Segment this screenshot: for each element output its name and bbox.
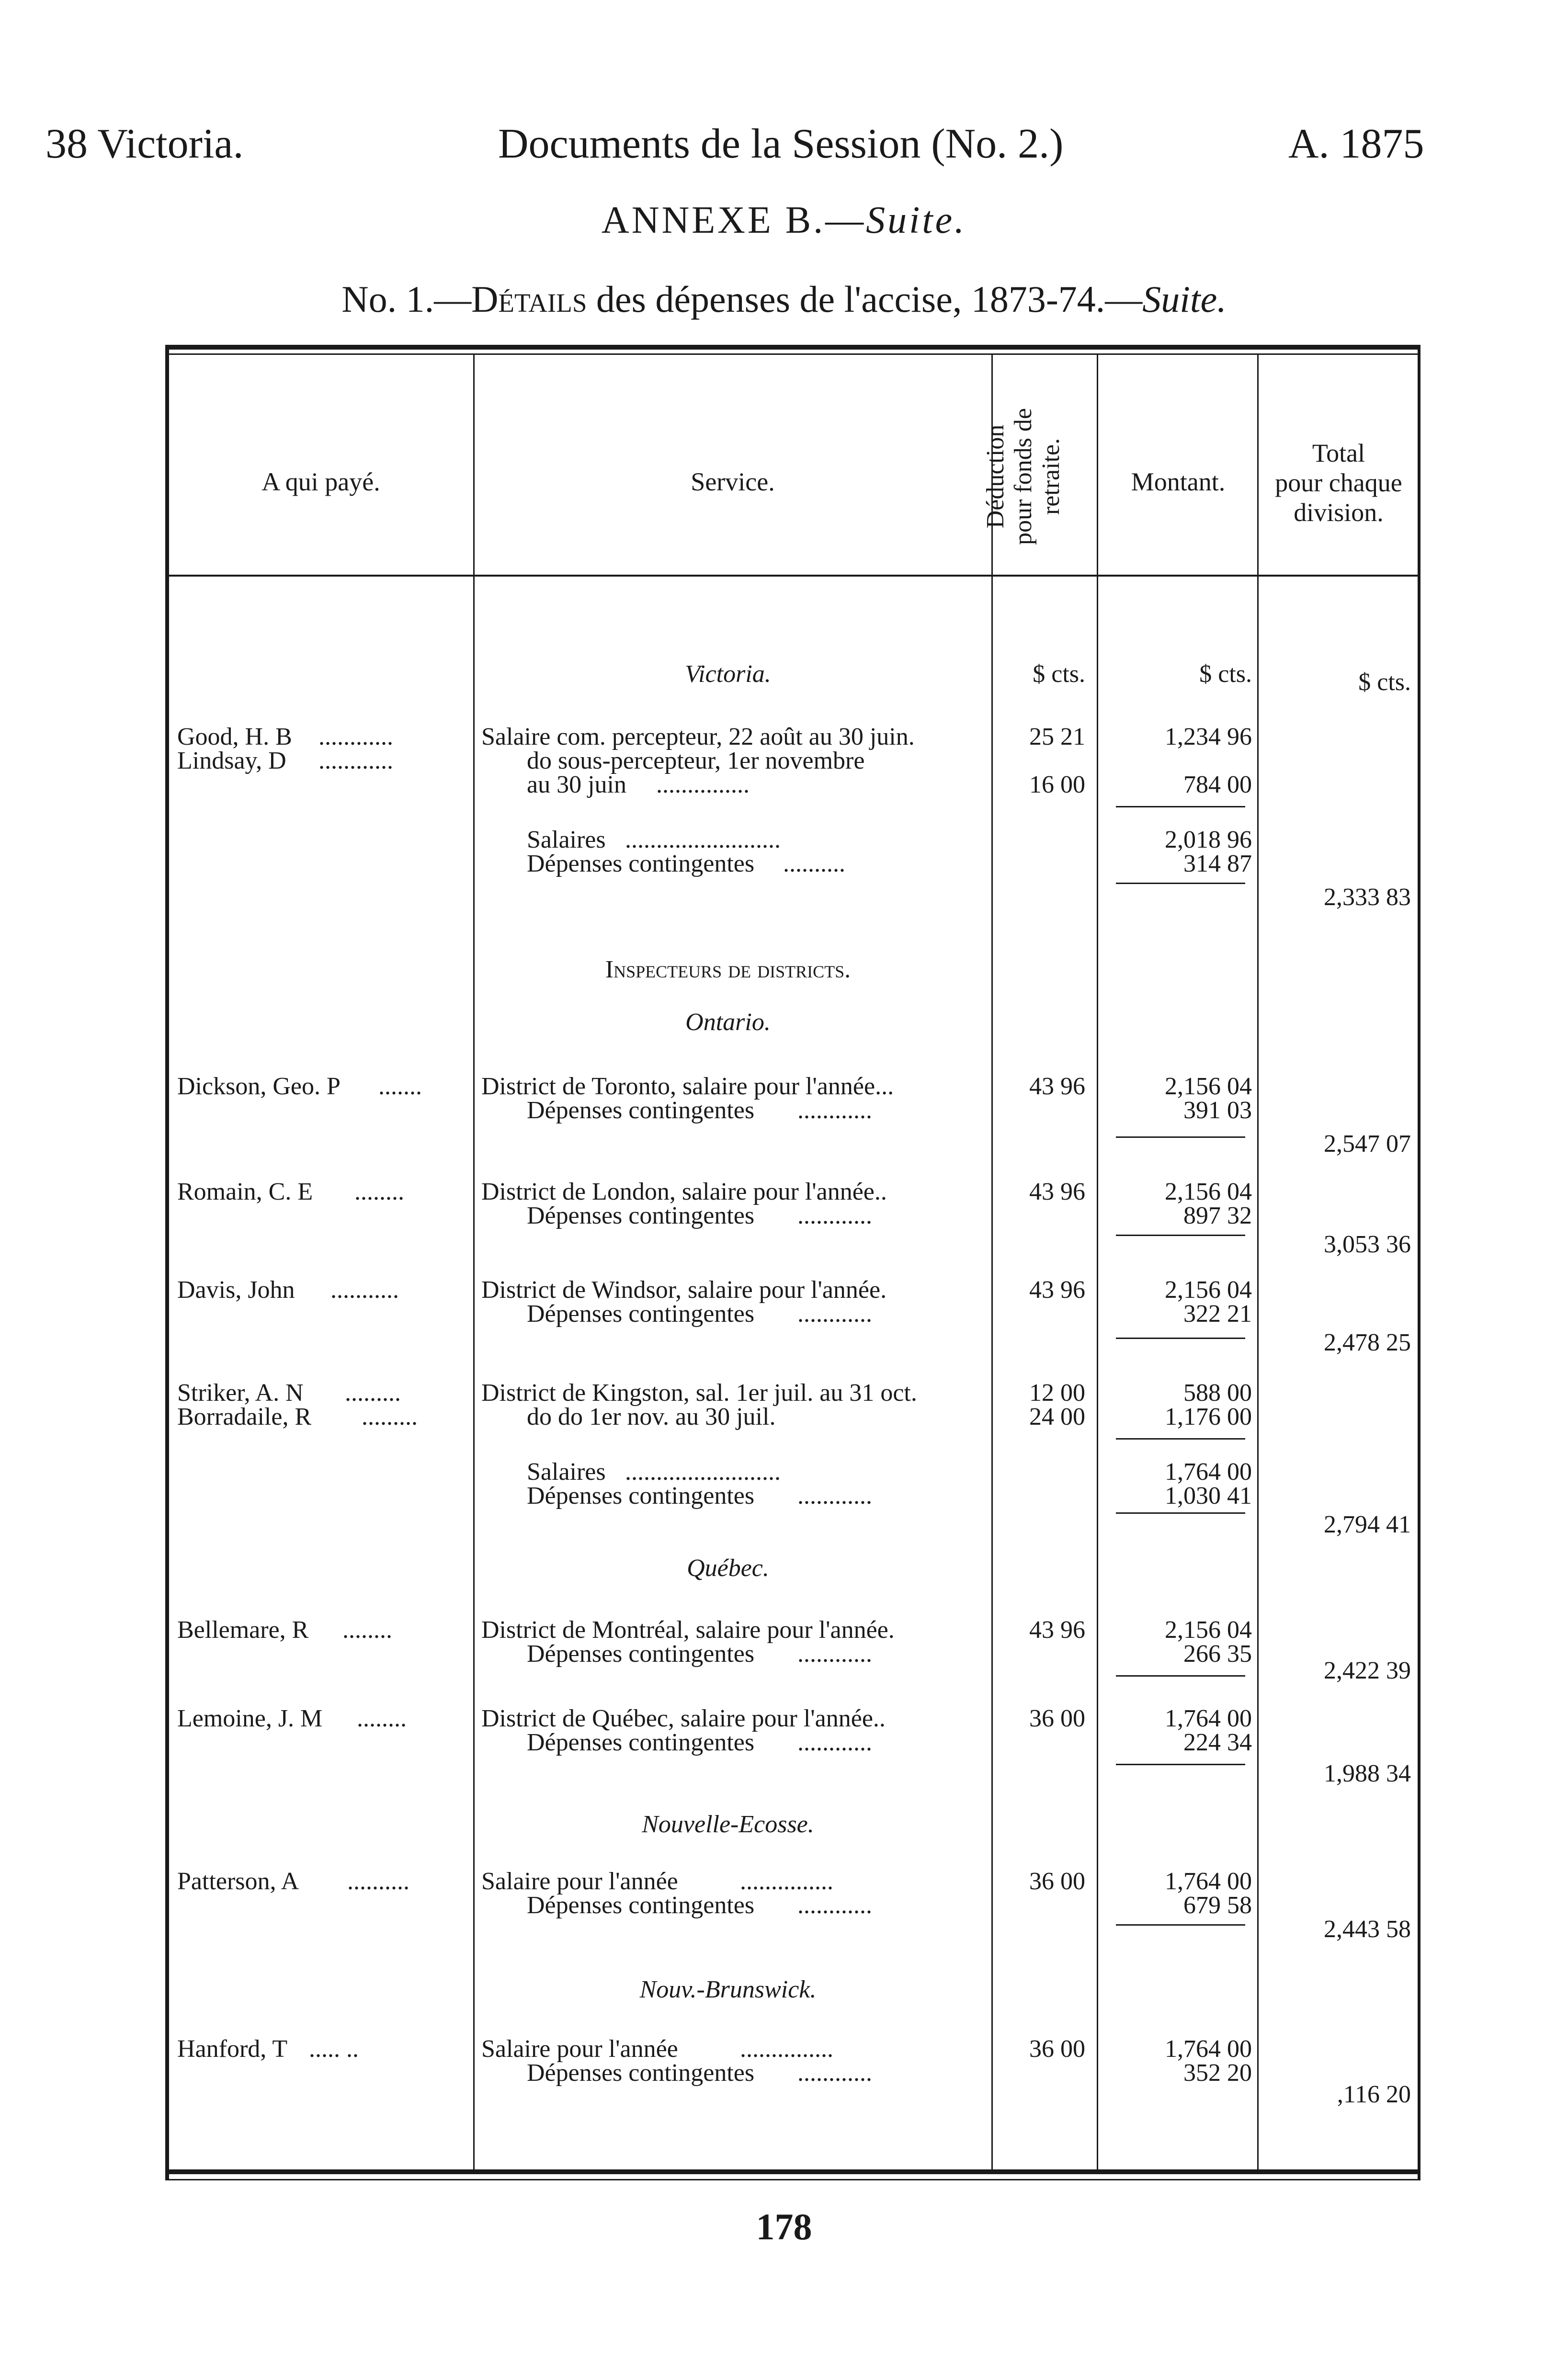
amount-lemoine: 1,764 00 bbox=[1165, 1705, 1252, 1732]
amount-lindsay: 784 00 bbox=[1183, 771, 1252, 798]
service-lindsay: do sous-percepteur, 1er novembre bbox=[527, 747, 865, 774]
total-hanford: ,116 20 bbox=[1337, 2081, 1411, 2108]
payee-dickson: Dickson, Geo. P bbox=[177, 1073, 341, 1100]
label-depenses-hanford: Dépenses contingentes bbox=[527, 2059, 755, 2087]
payee-patterson: Patterson, A bbox=[177, 1868, 299, 1895]
deduction-bellemare: 43 96 bbox=[1029, 1616, 1085, 1644]
leader-dots: .......... bbox=[783, 850, 845, 877]
amount-depenses-davis: 322 21 bbox=[1183, 1300, 1252, 1328]
leader-dots: ............ bbox=[797, 1640, 872, 1668]
total-romain: 3,053 36 bbox=[1324, 1231, 1411, 1258]
page-number: 178 bbox=[756, 2206, 812, 2247]
col-header-amount: Montant. bbox=[1131, 467, 1226, 496]
leader-dots: ......................... bbox=[625, 1458, 781, 1486]
deduction-patterson: 36 00 bbox=[1029, 1868, 1085, 1895]
service-bellemare: District de Montréal, salaire pour l'année. bbox=[481, 1616, 895, 1644]
subtotal-rule bbox=[1116, 1438, 1245, 1440]
service-dickson: District de Toronto, salaire pour l'année... bbox=[481, 1073, 894, 1100]
leader-dots: .......... bbox=[347, 1868, 409, 1895]
col-divider-total bbox=[1257, 354, 1259, 2169]
payee-davis: Davis, John bbox=[177, 1276, 295, 1304]
document-title: No. 1.—Détails des dépenses de l'accise, 1873-74.—Suite. bbox=[341, 278, 1227, 320]
col-divider-deduction bbox=[991, 354, 993, 2169]
leader-dots: ............ bbox=[318, 723, 393, 750]
leader-dots: ..... .. bbox=[309, 2035, 359, 2063]
amount-depenses-hanford: 352 20 bbox=[1183, 2059, 1252, 2087]
payee-lemoine: Lemoine, J. M bbox=[177, 1705, 323, 1732]
unit-deduction: $ cts. bbox=[1033, 660, 1085, 688]
payee-hanford: Hanford, T bbox=[177, 2035, 288, 2063]
table-right-border bbox=[1418, 345, 1420, 2180]
amount-salaires-kingston: 1,764 00 bbox=[1165, 1458, 1252, 1486]
payee-striker: Striker, A. N bbox=[177, 1379, 304, 1407]
subtotal-rule bbox=[1116, 1924, 1245, 1926]
deduction-romain: 43 96 bbox=[1029, 1178, 1085, 1205]
leader-dots: ........ bbox=[342, 1616, 392, 1644]
total-kingston: 2,794 41 bbox=[1324, 1511, 1411, 1538]
payee-bellemare: Bellemare, R bbox=[177, 1616, 309, 1644]
payee-romain: Romain, C. E bbox=[177, 1178, 313, 1205]
service-davis: District de Windsor, salaire pour l'année. bbox=[481, 1276, 887, 1304]
amount-dickson: 2,156 04 bbox=[1165, 1073, 1252, 1100]
payee-good: Good, H. B bbox=[177, 723, 292, 750]
total-victoria: 2,333 83 bbox=[1324, 884, 1411, 911]
header-session: Documents de la Session (No. 2.) bbox=[498, 121, 1064, 167]
amount-hanford: 1,764 00 bbox=[1165, 2035, 1252, 2063]
annex-title: ANNEXE B.—Suite. bbox=[601, 199, 967, 241]
amount-davis: 2,156 04 bbox=[1165, 1276, 1252, 1304]
subtotal-rule bbox=[1116, 806, 1245, 807]
service-lemoine: District de Québec, salaire pour l'année.. bbox=[481, 1705, 886, 1732]
section-victoria: Victoria. bbox=[685, 660, 771, 688]
unit-total: $ cts. bbox=[1358, 669, 1411, 696]
leader-dots: ............... bbox=[740, 1868, 833, 1895]
total-davis: 2,478 25 bbox=[1324, 1329, 1411, 1356]
label-depenses-kingston: Dépenses contingentes bbox=[527, 1482, 755, 1509]
leader-dots: ............ bbox=[318, 747, 393, 774]
amount-good: 1,234 96 bbox=[1165, 723, 1252, 750]
section-nouv-brunswick: Nouv.-Brunswick. bbox=[639, 1976, 817, 2003]
subtotal-rule bbox=[1116, 883, 1245, 884]
amount-depenses-bellemare: 266 35 bbox=[1183, 1640, 1252, 1668]
leader-dots: ............ bbox=[797, 1892, 872, 1919]
payee-borradaile: Borradaile, R bbox=[177, 1403, 312, 1430]
service-romain: District de London, salaire pour l'année.. bbox=[481, 1178, 887, 1205]
deduction-lindsay: 16 00 bbox=[1029, 771, 1085, 798]
leader-dots: ............ bbox=[797, 1729, 872, 1756]
col-header-payee: A qui payé. bbox=[261, 467, 380, 496]
total-bellemare: 2,422 39 bbox=[1324, 1657, 1411, 1684]
leader-dots: ........ bbox=[357, 1705, 407, 1732]
section-nouvelle-ecosse: Nouvelle-Ecosse. bbox=[642, 1811, 814, 1838]
amount-borradaile: 1,176 00 bbox=[1165, 1403, 1252, 1430]
leader-dots: ............ bbox=[797, 2059, 872, 2087]
label-salaires-kingston: Salaires bbox=[527, 1458, 606, 1486]
deduction-davis: 43 96 bbox=[1029, 1276, 1085, 1304]
leader-dots: ............ bbox=[797, 1202, 872, 1229]
col-divider-service bbox=[473, 354, 475, 2169]
table-top-rule-thin bbox=[165, 353, 1420, 355]
leader-dots: ....... bbox=[378, 1073, 422, 1100]
service-hanford: Salaire pour l'année bbox=[481, 2035, 678, 2063]
subtotal-rule bbox=[1116, 1338, 1245, 1339]
leader-dots: ........ bbox=[354, 1178, 404, 1205]
total-dickson: 2,547 07 bbox=[1324, 1130, 1411, 1157]
label-depenses-patterson: Dépenses contingentes bbox=[527, 1892, 755, 1919]
header-volume: 38 Victoria. bbox=[45, 121, 244, 167]
col-header-service: Service. bbox=[691, 467, 775, 496]
amount-romain: 2,156 04 bbox=[1165, 1178, 1252, 1205]
col-header-deduction: Déduction pour fonds de retraite. bbox=[982, 408, 1065, 545]
label-depenses-davis: Dépenses contingentes bbox=[527, 1300, 755, 1328]
amount-patterson: 1,764 00 bbox=[1165, 1868, 1252, 1895]
amount-depenses-kingston: 1,030 41 bbox=[1165, 1482, 1252, 1509]
header-year: A. 1875 bbox=[1288, 121, 1424, 167]
header-bottom-rule bbox=[165, 575, 1420, 577]
leader-dots: ............... bbox=[740, 2035, 833, 2063]
leader-dots: ............ bbox=[797, 1300, 872, 1328]
table-top-rule bbox=[165, 345, 1420, 350]
leader-dots: ......................... bbox=[625, 826, 781, 853]
label-depenses-lemoine: Dépenses contingentes bbox=[527, 1729, 755, 1756]
service-lindsay-cont: au 30 juin bbox=[527, 771, 626, 798]
label-depenses-bellemare: Dépenses contingentes bbox=[527, 1640, 755, 1668]
leader-dots: ......... bbox=[345, 1379, 401, 1407]
deduction-lemoine: 36 00 bbox=[1029, 1705, 1085, 1732]
amount-salaires-victoria: 2,018 96 bbox=[1165, 826, 1252, 853]
service-patterson: Salaire pour l'année bbox=[481, 1868, 678, 1895]
section-inspectors: Inspecteurs de districts. bbox=[605, 956, 851, 983]
subtotal-rule bbox=[1116, 1512, 1245, 1514]
subtotal-rule bbox=[1116, 1136, 1245, 1138]
amount-striker: 588 00 bbox=[1183, 1379, 1252, 1407]
service-borradaile: do do 1er nov. au 30 juil. bbox=[527, 1403, 776, 1430]
table-bottom-rule bbox=[165, 2169, 1420, 2174]
amount-depenses-lemoine: 224 34 bbox=[1183, 1729, 1252, 1756]
service-good: Salaire com. percepteur, 22 août au 30 juin. bbox=[481, 723, 915, 750]
label-depenses-dickson: Dépenses contingentes bbox=[527, 1097, 755, 1124]
unit-amount: $ cts. bbox=[1199, 660, 1252, 688]
label-depenses-victoria: Dépenses contingentes bbox=[527, 850, 755, 877]
col-header-total: Total pour chaque division. bbox=[1275, 439, 1402, 527]
amount-depenses-dickson: 391 03 bbox=[1183, 1097, 1252, 1124]
label-salaires-victoria: Salaires bbox=[527, 826, 606, 853]
deduction-striker: 12 00 bbox=[1029, 1379, 1085, 1407]
amount-bellemare: 2,156 04 bbox=[1165, 1616, 1252, 1644]
leader-dots: ............ bbox=[797, 1482, 872, 1509]
deduction-good: 25 21 bbox=[1029, 723, 1085, 750]
col-divider-amount bbox=[1097, 354, 1098, 2169]
amount-depenses-victoria: 314 87 bbox=[1183, 850, 1252, 877]
leader-dots: ......... bbox=[362, 1403, 418, 1430]
section-ontario: Ontario. bbox=[685, 1009, 771, 1036]
total-lemoine: 1,988 34 bbox=[1324, 1760, 1411, 1787]
leader-dots: ............... bbox=[656, 771, 750, 798]
deduction-borradaile: 24 00 bbox=[1029, 1403, 1085, 1430]
service-striker: District de Kingston, sal. 1er juil. au 31 oct. bbox=[481, 1379, 917, 1407]
subtotal-rule bbox=[1116, 1235, 1245, 1236]
table-left-border bbox=[165, 345, 169, 2180]
total-patterson: 2,443 58 bbox=[1324, 1916, 1411, 1943]
table-bottom-rule-thin bbox=[165, 2179, 1420, 2180]
leader-dots: ........... bbox=[330, 1276, 399, 1304]
label-depenses-romain: Dépenses contingentes bbox=[527, 1202, 755, 1229]
subtotal-rule bbox=[1116, 1675, 1245, 1677]
deduction-dickson: 43 96 bbox=[1029, 1073, 1085, 1100]
amount-depenses-romain: 897 32 bbox=[1183, 1202, 1252, 1229]
leader-dots: ............ bbox=[797, 1097, 872, 1124]
deduction-hanford: 36 00 bbox=[1029, 2035, 1085, 2063]
section-quebec: Québec. bbox=[687, 1554, 769, 1582]
payee-lindsay: Lindsay, D bbox=[177, 747, 286, 774]
subtotal-rule bbox=[1116, 1764, 1245, 1765]
amount-depenses-patterson: 679 58 bbox=[1183, 1892, 1252, 1919]
